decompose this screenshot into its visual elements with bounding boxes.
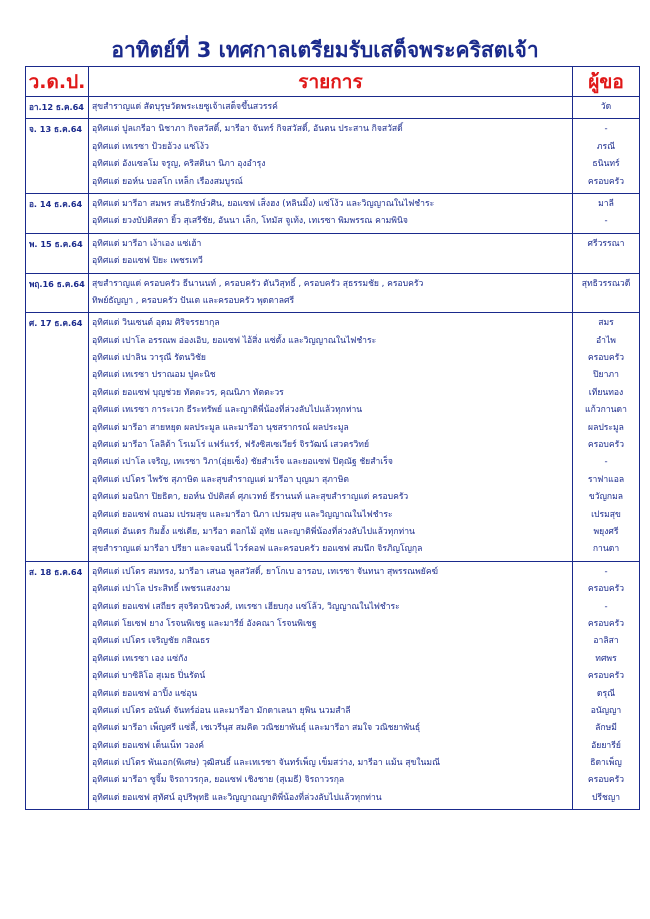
intention-line: อุทิศแด่ เทเรซา ป้วยอ้วง แซ่โง้ว bbox=[92, 141, 209, 152]
intention-line: สุขสำราญแด่ สัตบุรุษวัดพระเยซูเจ้าเสด็จขึ้นสวรรค์ bbox=[92, 102, 278, 112]
requester-name: ครอบครัว bbox=[587, 353, 625, 364]
intention-line: อุทิศแด่ โยเซฟ ยาง โรจนพิเชฐ และมารีย์ อังคณา โรจนพิเชฐ bbox=[92, 618, 317, 629]
row-requesters bbox=[573, 562, 639, 809]
requester-name: ทศพร bbox=[595, 653, 617, 664]
intention-line: อุทิศแด่ อังแซลโม จรูญ, คริสตินา นิภา อุงอำรุง bbox=[92, 159, 266, 170]
requester-name: อาลิสา bbox=[593, 636, 619, 647]
intention-line: อุทิศแด่ ยอห์น บอสโก เหล็ก เรืองสมบูรณ์ bbox=[92, 176, 243, 187]
requester-name: ครอบครัว bbox=[587, 176, 625, 187]
row-requesters bbox=[573, 119, 639, 193]
requester-name: อำไพ bbox=[596, 335, 616, 346]
row-intentions bbox=[89, 274, 573, 313]
requester-name: ลักษมี bbox=[595, 723, 617, 734]
requester-name: เปรมสุข bbox=[591, 509, 621, 520]
intention-line: อุทิศแด่ บาซิลิโอ สุเมธ ปิ่นรัตน์ bbox=[92, 671, 206, 682]
table-row bbox=[26, 562, 639, 809]
intention-line: อุทิศแด่ เทเรซา การะเวก ธีระทรัพย์ และญาติพี่น้องที่ล่วงลับไปแล้วทุกท่าน bbox=[92, 405, 363, 416]
requester-name: ปิยาภา bbox=[593, 370, 619, 381]
requester-name: - bbox=[604, 601, 608, 612]
requester-name: มาลี bbox=[598, 198, 614, 209]
intention-line: อุทิศแด่ เปาโล อรรณพ อ่องเอิบ, ยอแซฟ ไอ้สิ่ง แซ่ตั้ง และวิญญาณในไฟชำระ bbox=[92, 335, 377, 346]
intention-line: อุทิศแด่ ยอแซฟ อาปิ้ง แซ่อุน bbox=[92, 688, 198, 699]
requester-name: อนัญญา bbox=[590, 705, 622, 716]
requester-name bbox=[573, 253, 639, 270]
row-date: อา.12 ธ.ค.64 bbox=[26, 97, 89, 118]
intention-line: สุขสำราญแด่ ครอบครัว ธีนานนท์ , ครอบครัว ตันวิสุทธิ์ , ครอบครัว สุธรรมชัย , ครอบครัว bbox=[92, 278, 424, 289]
intention-line: อุทิศแด่ ยอแซฟ สุทัศน์ อุปริพุทธิ และวิญญาณญาติพี่น้องที่ล่วงลับไปแล้วทุกท่าน bbox=[92, 792, 382, 803]
intention-line: อุทิศแด่ มารีอา เพ็ญศรี แซ่ลี้, เชเวรีนุส สมคิด วณิชยาพันธุ์ และมารีอา สมใจ วณิชยาพันธุ์ bbox=[92, 723, 421, 734]
intention-line: อุทิศแด่ เปโตร อนันต์ จันทร์อ่อน และมารีอา มักดาเลนา ยุพิน นวมสำลี bbox=[92, 705, 351, 716]
requester-name: เทียนทอง bbox=[588, 387, 624, 398]
intention-line: อุทิศแด่ มารีอา เง้าเอง แซ่เฮ้า bbox=[92, 238, 202, 249]
requester-name: - bbox=[604, 124, 608, 135]
requester-name: ผลประมูล bbox=[588, 422, 624, 433]
page-title: อาทิตย์ที่ 3 เทศกาลเตรียมรับเสด็จพระคริสตเจ้า bbox=[111, 38, 539, 62]
mass-intention-table bbox=[25, 66, 640, 810]
table-row bbox=[26, 234, 639, 274]
intention-line: อุทิศแด่ เทเรซา ปราณอม ปูคะนิช bbox=[92, 370, 216, 381]
intention-line: อุทิศแด่ มารีอา สายหยุด ผลประมูล และมารีอา นุชสรากรณ์ ผลประมูล bbox=[92, 422, 349, 433]
row-intentions bbox=[89, 97, 573, 118]
intention-line: อุทิศแด่ เทเรซา เอง แซ่กัง bbox=[92, 653, 188, 664]
row-intentions bbox=[89, 194, 573, 233]
header-list: รายการ bbox=[89, 67, 573, 96]
row-intentions bbox=[89, 313, 573, 560]
intention-line: ทิพย์ธัญญา , ครอบครัว ปันเต และครอบครัว พุดตาลศรี bbox=[92, 295, 295, 306]
intention-line: อุทิศแด่ เปาโล ประสิทธิ์ เพชรแสงงาม bbox=[92, 584, 231, 595]
intention-line: อุทิศแด่ มารีอา โลลิต้า โรเมโร่ แฟร์แรร์, ฟรังซิสเซเวียร์ จิรวัฒน์ เสวตรวิทย์ bbox=[92, 440, 369, 451]
requester-name: ธนินทร์ bbox=[592, 159, 620, 170]
requester-name: กานดา bbox=[592, 544, 620, 555]
requester-name: ภรณี bbox=[596, 141, 616, 152]
requester-name: วัด bbox=[600, 102, 612, 112]
requester-name: สุทธิวรรณวดี bbox=[581, 278, 631, 289]
intention-line: สุขสำราญแด่ มารีอา ปรียา และจอนนี่ ไวร์คอฟ และครอบครัว ยอแซฟ สมนึก จิรภิญโญกุล bbox=[92, 544, 423, 555]
requester-name: ราฟาแอล bbox=[587, 474, 625, 485]
requester-name: ดรุณี bbox=[596, 688, 616, 699]
table-row bbox=[26, 119, 639, 194]
header-date: ว.ด.ป. bbox=[26, 67, 89, 96]
intention-line: อุทิศแด่ ยอแซฟ ปิยะ เพชรเทวี bbox=[92, 256, 203, 267]
intention-line: อุทิศแด่ มารีอา ซูจิ้ม จิรถาวรกุล, ยอแซฟ เชิงชาย (สุเมธี) จิรถาวรกุล bbox=[92, 775, 345, 786]
requester-name: อัยยารีย์ bbox=[591, 740, 621, 751]
table-row bbox=[26, 274, 639, 314]
intention-line: อุทิศแด่ อันเดร กิมฮั้ง แซ่เตีย, มารีอา ดอกไม้ อุทัย และญาติพี่น้องที่ล่วงลับไปแล้วทุกท่าน bbox=[92, 526, 415, 537]
requester-name: - bbox=[604, 457, 608, 468]
table-row bbox=[26, 313, 639, 561]
row-requesters bbox=[573, 234, 639, 273]
row-date: อ. 14 ธ.ค.64 bbox=[26, 194, 89, 233]
table-header bbox=[26, 67, 639, 97]
row-date: ส. 18 ธ.ค.64 bbox=[26, 562, 89, 809]
requester-name: ครอบครัว bbox=[587, 618, 625, 629]
requester-name bbox=[573, 293, 639, 310]
intention-line: อุทิศแด่ มารีอา สมพร สนธิรักษ์วศิน, ยอแซฟ เส็งฮง (หลินมิ้ง) แซ่โง้ว และวิญญาณในไฟชำระ bbox=[92, 198, 435, 209]
row-date: จ. 13 ธ.ค.64 bbox=[26, 119, 89, 193]
requester-name: ขวัญกมล bbox=[588, 492, 624, 503]
intention-line: อุทิศแด่ เปาลิน วารุณี รัตนวิชัย bbox=[92, 353, 206, 364]
row-date: ศ. 17 ธ.ค.64 bbox=[26, 313, 89, 560]
row-date: พ. 15 ธ.ค.64 bbox=[26, 234, 89, 273]
row-intentions bbox=[89, 119, 573, 193]
table-row bbox=[26, 194, 639, 234]
intention-line: อุทิศแด่ ยวงบัปติสตา ยิ้ว สุเสรีชัย, อันนา เล็ก, โทมัส จูเท้ง, เทเรซา พิมพรรณ คามพินิจ bbox=[92, 216, 408, 227]
intention-line: อุทิศแด่ ยอแซฟ ถนอม เปรมสุข และมารีอา นิภา เปรมสุข และวิญญาณในไฟชำระ bbox=[92, 509, 393, 520]
requester-name: สมร bbox=[598, 318, 614, 329]
table-row bbox=[26, 97, 639, 119]
row-requesters bbox=[573, 274, 639, 313]
row-intentions bbox=[89, 562, 573, 809]
requester-name: - bbox=[604, 566, 608, 577]
table-body bbox=[26, 97, 639, 809]
row-intentions bbox=[89, 234, 573, 273]
intention-line: อุทิศแด่ เปโตร เจริญชัย กสิณธร bbox=[92, 636, 210, 647]
requester-name: ปรีชญา bbox=[591, 792, 621, 803]
requester-name: ครอบครัว bbox=[587, 775, 625, 786]
intention-line: อุทิศแด่ เปาโล เจริญ, เทเรซา วิภา(อุ่ยเซ็ง) ชัยสำเร็จ และยอแซฟ ปิตุณัฐ ชัยสำเร็จ bbox=[92, 457, 393, 468]
intention-line: อุทิศแด่ เปโตร สมทรง, มารีอา เสนอ พูลสวัสดิ์, ยาโกเบ อารอบ, เทเรซา จันทนา สุพรรณพยัคฆ์ bbox=[92, 566, 438, 577]
intention-line: อุทิศแด่ ปูลเกรีอา นิชาภา กิจสวัสดิ์, มารีอา จันทร์ กิจสวัสดิ์, อันตน ประสาน กิจสวัสดิ์ bbox=[92, 124, 403, 135]
row-requesters bbox=[573, 97, 639, 118]
requester-name: ครอบครัว bbox=[587, 440, 625, 451]
intention-line: อุทิศแด่ เปโตร ไพรัช สุภาษิต และสุขสำราญแด่ มารีอา บุญมา สุภาษิต bbox=[92, 474, 349, 485]
requester-name: ครอบครัว bbox=[587, 671, 625, 682]
requester-name: พยุงศรี bbox=[593, 526, 619, 537]
intention-line: อุทิศแด่ วินเซนต์ อุดม ศิริจรรยากุล bbox=[92, 318, 220, 329]
row-requesters bbox=[573, 194, 639, 233]
intention-line: อุทิศแด่ มอนิกา ปิยธิดา, ยอห์น บัปติสต์ ศุภเวทย์ ธีรานนท์ และสุขสำราญแด่ ครอบครัว bbox=[92, 492, 409, 503]
row-requesters bbox=[573, 313, 639, 560]
intention-line: อุทิศแด่ เปโตร พันเอก(พิเศษ) วุฒิสนธิ์ และเทเรซา จันทร์เพ็ญ เข็มสว่าง, มารีอา แม้น สุขในมณี bbox=[92, 758, 441, 769]
requester-name: ธิดาเพ็ญ bbox=[590, 758, 622, 769]
intention-line: อุทิศแด่ ยอแซฟ เสถียร สุจริตวนิชวงศ์, เทเรซา เฮียบกุง แซ่โล้ว, วิญญาณในไฟชำระ bbox=[92, 601, 400, 612]
intention-line: อุทิศแด่ ยอแซฟ เด็นเน็ท วองค์ bbox=[92, 740, 205, 751]
requester-name: ศรีวรรณา bbox=[587, 238, 625, 249]
intention-line: อุทิศแด่ ยอแซฟ บุญช่วย ทัตตะวร, คุณนิภา ทัตตะวร bbox=[92, 387, 284, 398]
row-date: พฤ.16 ธ.ค.64 bbox=[26, 274, 89, 313]
requester-name: แก้วกานดา bbox=[585, 405, 627, 416]
requester-name: ครอบครัว bbox=[587, 584, 625, 595]
requester-name: - bbox=[604, 216, 608, 227]
header-requester: ผู้ขอ bbox=[588, 70, 624, 93]
